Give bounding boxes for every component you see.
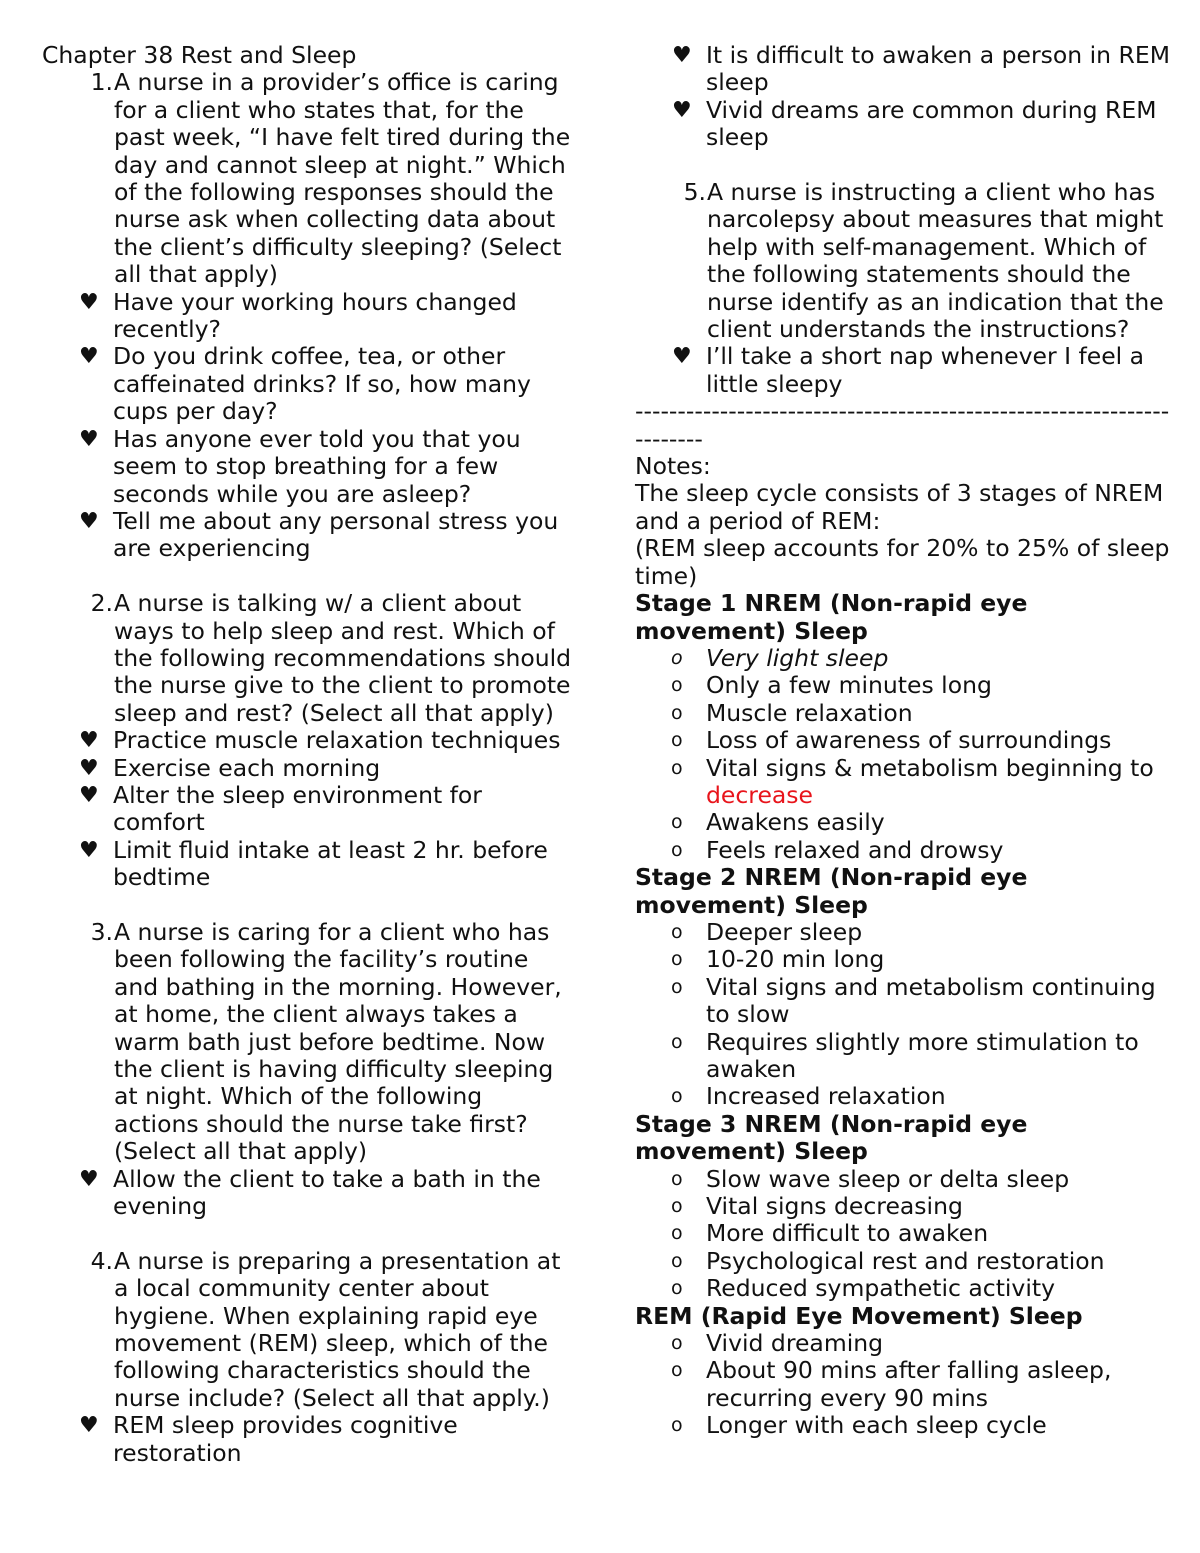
circle-bullet-icon: o [671, 1249, 683, 1272]
list-item: o Reduced sympathetic activity [635, 1275, 1175, 1302]
list-item: o Only a few minutes long [635, 672, 1175, 699]
circle-bullet-icon: o [671, 1414, 683, 1437]
circle-bullet-icon: o [671, 646, 683, 669]
heart-bullet-icon: ♥ [79, 344, 99, 370]
question-number: 4. [90, 1246, 113, 1275]
question-text: A nurse is instructing a client who has narcolepsy about measures that might help with self-management. Which of the following statements should the nurse identify as an indication that the client understands the instructions? [707, 178, 1164, 344]
notes-label: Notes: [635, 452, 711, 481]
stage-2-heading: Stage 2 NREM (Non-rapid eye movement) Sleep [635, 863, 1028, 919]
list-item: o Psychological rest and restoration [635, 1248, 1175, 1275]
circle-bullet-icon: o [671, 1085, 683, 1108]
answer-item: ♥ Alter the sleep environment for comfort [42, 782, 572, 837]
list-item: o Very light sleep [635, 645, 1175, 672]
question-number: 1. [90, 68, 113, 97]
divider-line: ----------------------------------------------------------------------- [635, 397, 1170, 453]
list-item: o Requires slightly more stimulation to awaken [635, 1029, 1175, 1084]
answer-item: ♥ Practice muscle relaxation techniques [42, 727, 572, 754]
circle-bullet-icon: o [671, 1277, 683, 1300]
answer-item: ♥ Has anyone ever told you that you seem to stop breathing for a few seconds while you are asleep? [42, 426, 572, 508]
list-item: o Vivid dreaming [635, 1330, 1175, 1357]
question-4 [42, 1248, 572, 1412]
notes-intro-rem: (REM sleep accounts for 20% to 25% of sleep time) [635, 534, 1170, 590]
heart-bullet-icon: ♥ [79, 728, 99, 754]
answer-item: ♥ Do you drink coffee, tea, or other caffeinated drinks? If so, how many cups per day? [42, 343, 572, 425]
heart-bullet-icon: ♥ [79, 1166, 99, 1192]
list-item: o Loss of awareness of surroundings [635, 727, 1175, 754]
heart-bullet-icon: ♥ [79, 508, 99, 534]
left-column [42, 42, 572, 1467]
question-2 [42, 590, 572, 727]
right-column [635, 42, 1175, 1440]
list-item: o Deeper sleep [635, 919, 1175, 946]
list-item: o Slow wave sleep or delta sleep [635, 1166, 1175, 1193]
list-item: o Muscle relaxation [635, 700, 1175, 727]
answer-item: ♥ I’ll take a short nap whenever I feel a little sleepy [635, 343, 1175, 398]
notes-intro: The sleep cycle consists of 3 stages of NREM and a period of REM: [635, 479, 1164, 535]
page-title: Chapter 38 Rest and Sleep [42, 41, 357, 69]
circle-bullet-icon: o [671, 701, 683, 724]
answer-item: ♥ Vivid dreams are common during REM sleep [635, 97, 1175, 152]
question-5 [635, 179, 1175, 343]
heart-bullet-icon: ♥ [672, 43, 692, 68]
list-item: o Increased relaxation [635, 1083, 1175, 1110]
list-item: o Vital signs decreasing [635, 1193, 1175, 1220]
circle-bullet-icon: o [671, 811, 683, 834]
list-item: o Longer with each sleep cycle [635, 1412, 1175, 1439]
heart-bullet-icon: ♥ [672, 344, 692, 370]
question-3 [42, 919, 572, 1166]
heart-bullet-icon: ♥ [79, 426, 99, 452]
circle-bullet-icon: o [671, 756, 683, 779]
question-number: 5. [683, 178, 706, 207]
circle-bullet-icon: o [671, 1222, 683, 1245]
stage-3-heading: Stage 3 NREM (Non-rapid eye movement) Sleep [635, 1109, 1028, 1166]
circle-bullet-icon: o [671, 729, 683, 752]
list-item: o Feels relaxed and drowsy [635, 837, 1175, 864]
answer-item: ♥ Allow the client to take a bath in the evening [42, 1166, 572, 1221]
heart-bullet-icon: ♥ [79, 837, 99, 863]
list-item: o Awakens easily [635, 809, 1175, 836]
question-number: 3. [90, 917, 113, 946]
answer-item: ♥ REM sleep provides cognitive restoration [42, 1412, 572, 1467]
circle-bullet-icon: o [671, 948, 683, 971]
question-text: A nurse is preparing a presentation at a local community center about hygiene. When explaining rapid eye movement (REM) sleep, which of the following characteristics should the nurse include? (Select all that apply.) [114, 1246, 561, 1412]
heart-bullet-icon: ♥ [79, 755, 99, 781]
circle-bullet-icon: o [671, 1030, 683, 1053]
answer-item: ♥ Exercise each morning [42, 755, 572, 782]
list-item: o Vital signs & metabolism beginning to decrease [635, 755, 1175, 810]
question-number: 2. [90, 589, 113, 618]
question-1 [42, 69, 572, 288]
heart-bullet-icon: ♥ [79, 782, 99, 808]
answer-item: ♥ Limit fluid intake at least 2 hr. before bedtime [42, 837, 572, 892]
circle-bullet-icon: o [671, 920, 683, 943]
answer-item: ♥ Have your working hours changed recently? [42, 289, 572, 344]
circle-bullet-icon: o [671, 1167, 683, 1190]
circle-bullet-icon: o [671, 975, 683, 998]
list-item: o About 90 mins after falling asleep, recurring every 90 mins [635, 1357, 1175, 1412]
highlight-text: decrease [706, 780, 814, 809]
circle-bullet-icon: o [671, 1332, 683, 1355]
stage-1-heading: Stage 1 NREM (Non-rapid eye movement) Sleep [635, 589, 1028, 645]
heart-bullet-icon: ♥ [79, 1413, 99, 1439]
heart-bullet-icon: ♥ [672, 97, 692, 123]
question-text: A nurse is caring for a client who has been following the facility’s routine and bathing in the morning. However, at home, the client always takes a warm bath just before bedtime. Now the client is having difficulty sleeping at night. Which of the following actions should the nurse take first? (Select all that apply) [114, 917, 562, 1166]
circle-bullet-icon: o [671, 674, 683, 697]
answer-item: ♥ Tell me about any personal stress you are experiencing [42, 508, 572, 563]
question-text: A nurse is talking w/ a client about ways to help sleep and rest. Which of the following recommendations should the nurse give to the client to promote sleep and rest? (Select all that apply) [114, 589, 572, 727]
rem-heading: REM (Rapid Eye Movement) Sleep [635, 1301, 1083, 1330]
heart-bullet-icon: ♥ [79, 289, 99, 315]
question-text: A nurse in a provider’s office is caring for a client who states that, for the past week, “I have felt tired during the day and cannot sleep at night.” Which of the following responses should the nurse ask when collecting data about the client’s difficulty sleeping? (Select all that apply) [114, 68, 571, 289]
circle-bullet-icon: o [671, 838, 683, 861]
answer-item: ♥ It is difficult to awaken a person in REM sleep [635, 42, 1175, 97]
list-item: o 10-20 min long [635, 946, 1175, 973]
list-item: o More difficult to awaken [635, 1220, 1175, 1247]
circle-bullet-icon: o [671, 1195, 683, 1218]
circle-bullet-icon: o [671, 1359, 683, 1382]
list-item: o Vital signs and metabolism continuing to slow [635, 974, 1175, 1029]
